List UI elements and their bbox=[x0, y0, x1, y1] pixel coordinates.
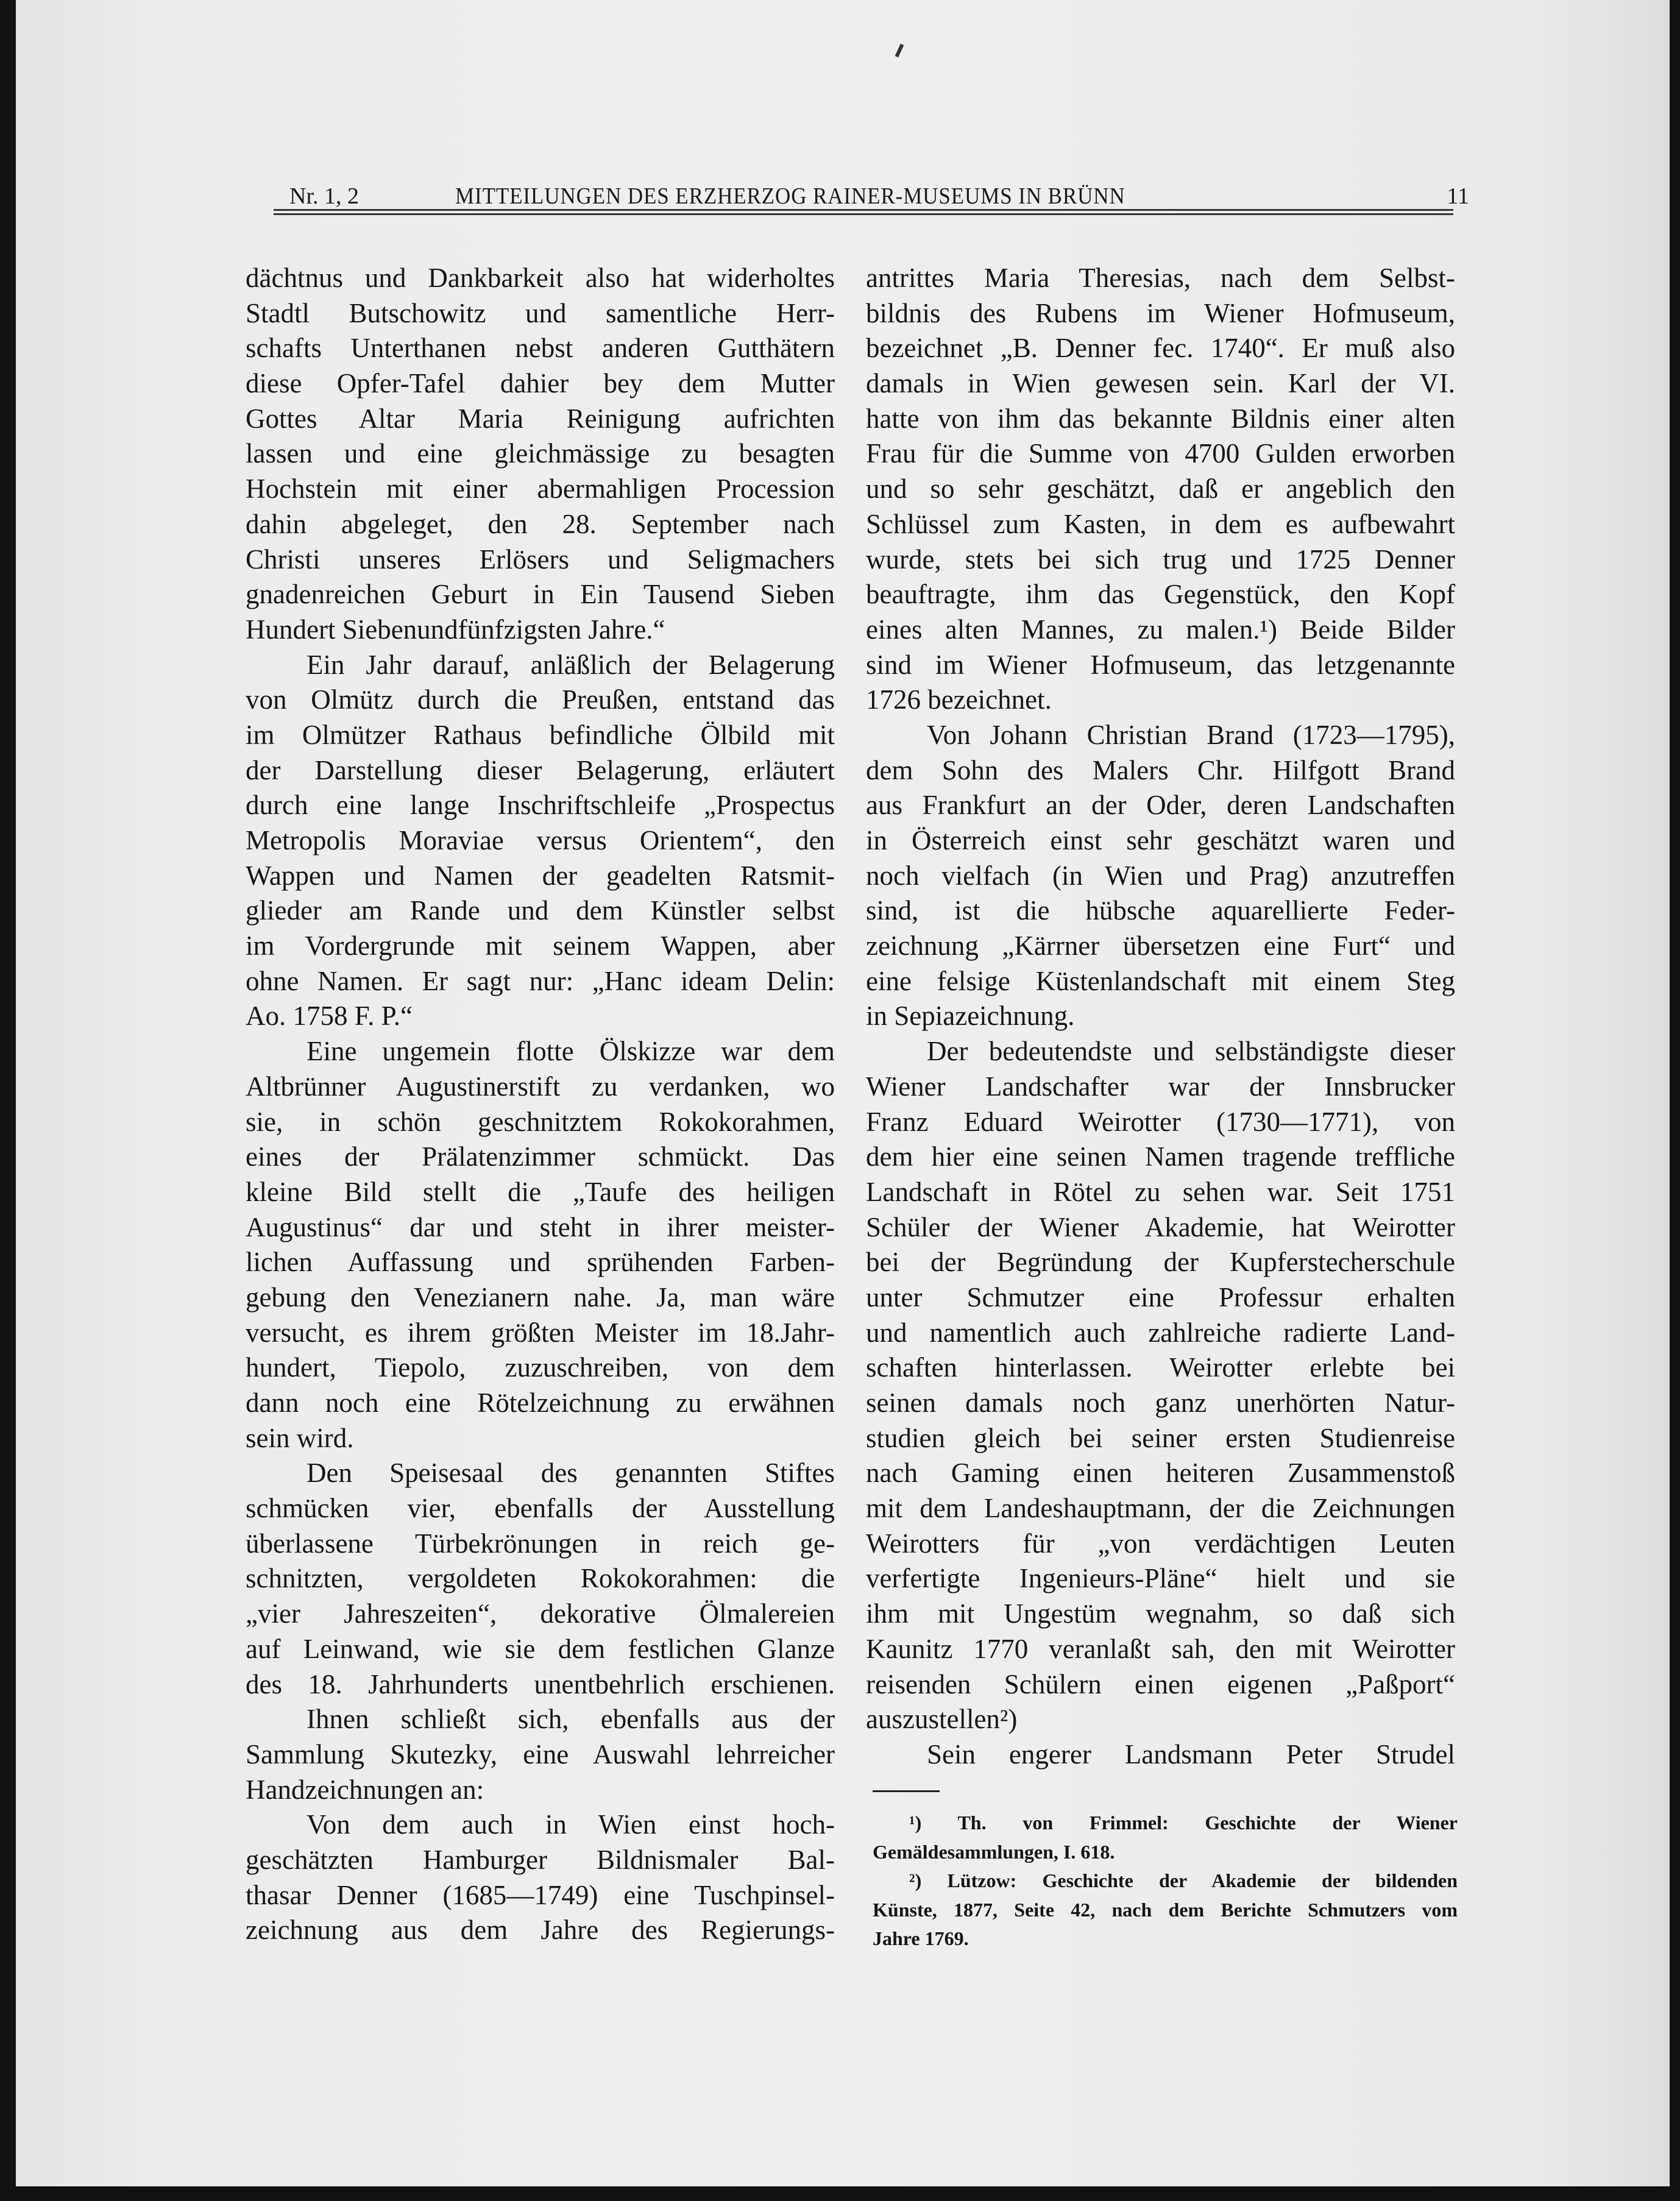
text-line: Wappen und Namen der geadelten Ratsmit- bbox=[246, 860, 835, 891]
left-column bbox=[246, 261, 835, 1948]
issue-number: Nr. 1, 2 bbox=[289, 183, 359, 209]
text-line: lichen Auffassung und sprühenden Farben- bbox=[246, 1247, 835, 1278]
text-line: auszustellen²) bbox=[866, 1704, 1018, 1735]
text-line: eines alten Mannes, zu malen.¹) Beide Bilder bbox=[866, 614, 1455, 645]
text-line: Kaunitz 1770 veranlaßt sah, den mit Weirotter bbox=[866, 1633, 1455, 1664]
text-line: geschätzten Hamburger Bildnismaler Bal- bbox=[246, 1844, 835, 1875]
text-line: unter Schmutzer eine Professur erhalten bbox=[866, 1281, 1455, 1313]
journal-title: MITTEILUNGEN DES ERZHERZOG RAINER-MUSEUMS IN BRÜNN bbox=[455, 183, 1125, 209]
footnote-line: Künste, 1877, Seite 42, nach dem Berichte Schmutzers vom bbox=[873, 1898, 1458, 1921]
text-line: des 18. Jahrhunderts unentbehrlich erschienen. bbox=[246, 1668, 835, 1699]
text-line: sein wird. bbox=[246, 1422, 354, 1453]
text-line: antrittes Maria Theresias, nach dem Selbst- bbox=[866, 263, 1455, 293]
text-line: reisenden Schülern einen eigenen „Paßport“ bbox=[866, 1668, 1455, 1699]
text-line: verfertigte Ingenieurs-Pläne“ hielt und sie bbox=[866, 1563, 1455, 1594]
text-line: und namentlich auch zahlreiche radierte Land- bbox=[866, 1317, 1455, 1348]
text-line: hundert, Tiepolo, zuzuschreiben, von dem bbox=[246, 1352, 835, 1383]
text-line: nach Gaming einen heiteren Zusammenstoß bbox=[866, 1458, 1455, 1489]
text-line: damals in Wien gewesen sein. Karl der VI. bbox=[866, 368, 1455, 399]
text-line: Hochstein mit einer abermahligen Procession bbox=[246, 473, 835, 505]
text-line: Sammlung Skutezky, eine Auswahl lehrreicher bbox=[246, 1738, 835, 1770]
text-line: 1726 bezeichnet. bbox=[866, 684, 1052, 715]
footnote-line: ²) Lützow: Geschichte der Akademie der bildenden bbox=[909, 1870, 1458, 1891]
text-line: dann noch eine Rötelzeichnung zu erwähnen bbox=[246, 1388, 835, 1418]
text-line: zeichnung „Kärrner übersetzen eine Furt“ und bbox=[866, 930, 1455, 962]
text-line: Ao. 1758 F. P.“ bbox=[246, 1001, 413, 1032]
text-line: gebung den Venezianern nahe. Ja, man wäre bbox=[246, 1281, 835, 1313]
text-line: schnitzten, vergoldeten Rokokorahmen: die bbox=[246, 1563, 835, 1594]
text-line: Weirotters für „von verdächtigen Leuten bbox=[866, 1528, 1455, 1559]
text-line: bezeichnet „B. Denner fec. 1740“. Er muß also bbox=[866, 333, 1455, 364]
text-line: im Olmützer Rathaus befindliche Ölbild mit bbox=[246, 719, 835, 750]
footnote-rule bbox=[873, 1790, 940, 1792]
text-line: Sein engerer Landsmann Peter Strudel bbox=[927, 1738, 1455, 1770]
text-line: dem Sohn des Malers Chr. Hilfgott Brand bbox=[866, 754, 1455, 785]
text-line: Landschaft in Rötel zu sehen war. Seit 1751 bbox=[866, 1176, 1455, 1207]
text-line: in Sepiazeichnung. bbox=[866, 1001, 1075, 1032]
text-line: Schlüssel zum Kasten, in dem es aufbewahrt bbox=[866, 508, 1455, 539]
text-line: Von Johann Christian Brand (1723—1795), bbox=[927, 719, 1455, 750]
text-line: studien gleich bei seiner ersten Studienreise bbox=[866, 1422, 1455, 1453]
text-line: Der bedeutendste und selbständigste dieser bbox=[927, 1036, 1455, 1067]
text-line: gnadenreichen Geburt in Ein Tausend Sieben bbox=[246, 579, 835, 610]
text-line: kleine Bild stellt die „Taufe des heiligen bbox=[246, 1176, 835, 1207]
text-line: eines der Prälatenzimmer schmückt. Das bbox=[246, 1141, 835, 1172]
text-line: Gottes Altar Maria Reinigung aufrichten bbox=[246, 403, 835, 434]
text-line: Von dem auch in Wien einst hoch- bbox=[307, 1809, 835, 1840]
text-line: Metropolis Moraviae versus Orientem“, den bbox=[246, 825, 835, 856]
text-line: Hundert Siebenundfünfzigsten Jahre.“ bbox=[246, 614, 665, 645]
text-line: auf Leinwand, wie sie dem festlichen Glanze bbox=[246, 1633, 835, 1664]
text-line: ohne Namen. Er sagt nur: „Hanc ideam Delin: bbox=[246, 965, 835, 996]
text-line: zeichnung aus dem Jahre des Regierungs- bbox=[246, 1915, 835, 1946]
text-line: ihm mit Ungestüm wegnahm, so daß sich bbox=[866, 1598, 1455, 1629]
text-line: lassen und eine gleichmässige zu besagten bbox=[246, 438, 835, 469]
text-line: Augustinus“ dar und steht in ihrer meister- bbox=[246, 1211, 835, 1242]
text-line: Den Speisesaal des genannten Stiftes bbox=[307, 1458, 835, 1489]
text-line: durch eine lange Inschriftschleife „Prospectus bbox=[246, 790, 835, 821]
text-line: schaften hinterlassen. Weirotter erlebte bei bbox=[866, 1352, 1455, 1383]
text-line: bildnis des Rubens im Wiener Hofmuseum, bbox=[866, 297, 1455, 328]
page-number: 11 bbox=[1447, 183, 1469, 209]
text-line: noch vielfach (in Wien und Prag) anzutreffen bbox=[866, 860, 1455, 891]
text-line: hatte von ihm das bekannte Bildnis einer alten bbox=[866, 403, 1455, 434]
header-double-rule bbox=[274, 209, 1453, 215]
text-line: Christi unseres Erlösers und Seligmachers bbox=[246, 544, 835, 575]
text-line: Wiener Landschafter war der Innsbrucker bbox=[866, 1071, 1455, 1102]
text-line: Ihnen schließt sich, ebenfalls aus der bbox=[307, 1704, 835, 1735]
text-line: „vier Jahreszeiten“, dekorative Ölmalereien bbox=[246, 1598, 835, 1629]
text-line: versucht, es ihrem größten Meister im 18.Jahr- bbox=[246, 1317, 835, 1348]
text-line: eine felsige Küstenlandschaft mit einem Steg bbox=[866, 965, 1455, 996]
text-line: und so sehr geschätzt, daß er angeblich den bbox=[866, 473, 1455, 505]
text-line: sind im Wiener Hofmuseum, das letzgenannte bbox=[866, 649, 1455, 680]
text-line: im Vordergrunde mit seinem Wappen, aber bbox=[246, 930, 835, 962]
text-line: diese Opfer-Tafel dahier bey dem Mutter bbox=[246, 368, 835, 399]
text-line: in Österreich einst sehr geschätzt waren und bbox=[866, 825, 1455, 856]
text-line: seinen damals noch ganz unerhörten Natur- bbox=[866, 1388, 1455, 1418]
text-line: Altbrünner Augustinerstift zu verdanken, wo bbox=[246, 1071, 835, 1102]
text-line: schmücken vier, ebenfalls der Ausstellung bbox=[246, 1493, 835, 1524]
footnote-line: Gemäldesammlungen, I. 618. bbox=[873, 1840, 1115, 1863]
text-line: glieder am Rande und dem Künstler selbst bbox=[246, 895, 835, 926]
text-line: thasar Denner (1685—1749) eine Tuschpinsel- bbox=[246, 1879, 835, 1910]
text-line: bei der Begründung der Kupferstecherschule bbox=[866, 1247, 1455, 1278]
text-line: Handzeichnungen an: bbox=[246, 1774, 484, 1805]
text-line: Franz Eduard Weirotter (1730—1771), von bbox=[866, 1106, 1455, 1137]
text-line: dächtnus und Dankbarkeit also hat widerholtes bbox=[246, 263, 835, 293]
text-line: dem hier eine seinen Namen tragende treffliche bbox=[866, 1141, 1455, 1172]
footnote-line: ¹) Th. von Frimmel: Geschichte der Wiener bbox=[909, 1812, 1458, 1834]
text-line: Frau für die Summe von 4700 Gulden erworben bbox=[866, 438, 1455, 469]
text-line: Stadtl Butschowitz und samentliche Herr- bbox=[246, 297, 835, 328]
text-line: beauftragte, ihm das Gegenstück, den Kopf bbox=[866, 579, 1455, 610]
right-column bbox=[866, 261, 1455, 1773]
text-line: dahin abgeleget, den 28. September nach bbox=[246, 508, 835, 539]
text-line: Schüler der Wiener Akademie, hat Weirotter bbox=[866, 1211, 1455, 1242]
footnotes bbox=[873, 1809, 1458, 1954]
text-line: von Olmütz durch die Preußen, entstand das bbox=[246, 684, 835, 715]
text-line: der Darstellung dieser Belagerung, erläutert bbox=[246, 754, 835, 785]
footnote-line: Jahre 1769. bbox=[873, 1927, 969, 1949]
text-line: Eine ungemein flotte Ölskizze war dem bbox=[307, 1036, 835, 1067]
text-line: mit dem Landeshauptmann, der die Zeichnungen bbox=[866, 1493, 1455, 1524]
text-line: überlassene Türbekrönungen in reich ge- bbox=[246, 1528, 835, 1559]
text-line: wurde, stets bei sich trug und 1725 Denner bbox=[866, 544, 1455, 575]
text-line: sie, in schön geschnitztem Rokokorahmen, bbox=[246, 1106, 835, 1137]
text-line: aus Frankfurt an der Oder, deren Landschaften bbox=[866, 790, 1455, 821]
text-line: Ein Jahr darauf, anläßlich der Belagerung bbox=[307, 649, 835, 680]
text-line: sind, ist die hübsche aquarellierte Feder- bbox=[866, 895, 1455, 926]
text-line: schafts Unterthanen nebst anderen Gutthätern bbox=[246, 333, 835, 364]
